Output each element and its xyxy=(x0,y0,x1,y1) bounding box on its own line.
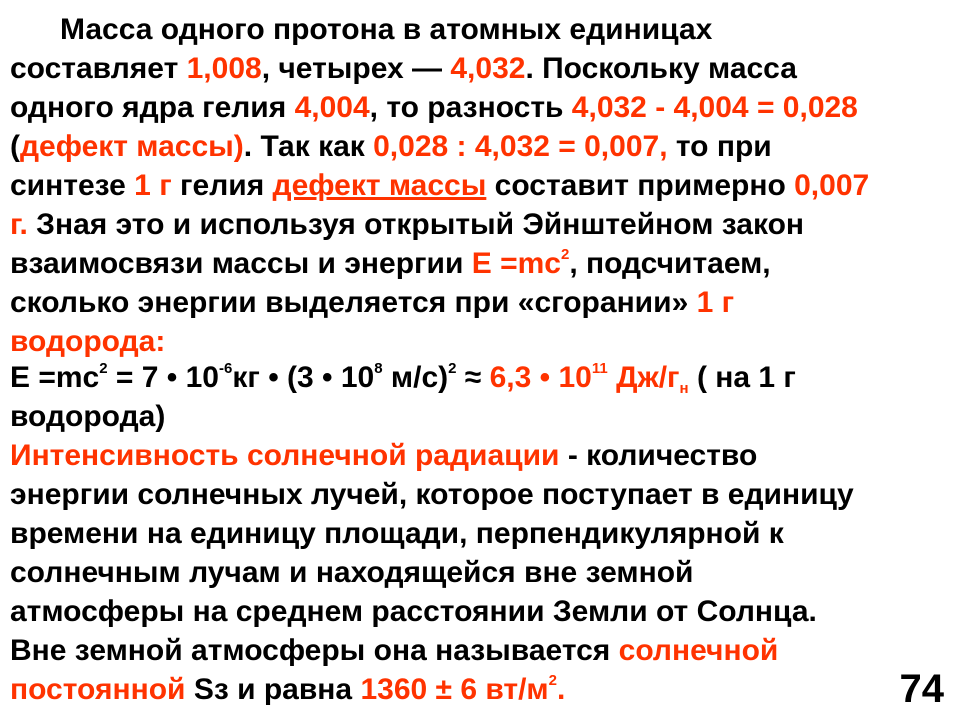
superscript: 2 xyxy=(560,246,570,263)
text: солнечным лучам и находящейся вне земной xyxy=(10,556,694,589)
text-line xyxy=(10,592,817,631)
text: взаимосвязи массы и энергии xyxy=(10,247,472,280)
value-defect-unit: г. xyxy=(10,208,37,241)
term-solar-constant: солнечной xyxy=(618,634,779,667)
value-proton-mass: 1,008 xyxy=(186,52,262,85)
text: синтезе xyxy=(10,169,135,202)
superscript: -6 xyxy=(219,360,233,377)
text: , четырех — xyxy=(261,52,451,85)
text: Вне земной атмосферы она называется xyxy=(10,634,619,667)
text: ( на 1 г xyxy=(688,361,796,394)
superscript: 8 xyxy=(374,360,383,377)
term-mass-defect-underlined: дефект массы xyxy=(272,169,487,202)
text: водорода: xyxy=(10,325,166,358)
subscript: н xyxy=(679,380,689,397)
text-line xyxy=(10,166,869,205)
text: - количество xyxy=(559,439,758,472)
superscript: 11 xyxy=(591,360,608,377)
text: Sз и равна xyxy=(185,673,361,706)
text: атмосферы на среднем расстоянии Земли от Солнца. xyxy=(10,595,817,628)
value-defect: 0,007 xyxy=(794,169,870,202)
text: . Поскольку масса xyxy=(525,52,797,85)
text: Масса одного протона в атомных единицах xyxy=(60,13,713,46)
text-line xyxy=(10,631,778,670)
formula-line xyxy=(10,358,796,397)
term-solar-radiation-intensity: Интенсивность солнечной радиации xyxy=(10,439,560,472)
value-four-protons-mass: 4,032 xyxy=(450,52,526,85)
text: Е =mc xyxy=(10,361,100,394)
text: времени на единицу площади, перпендикулярной к xyxy=(10,517,784,550)
text-line xyxy=(10,436,757,475)
text: = 7 • 10 xyxy=(107,361,219,394)
text: . Так как xyxy=(243,130,374,163)
text: ( xyxy=(10,130,20,163)
text: м/с) xyxy=(382,361,449,394)
approx-symbol: ≈ xyxy=(456,361,490,394)
term-mass-defect: дефект массы) xyxy=(20,130,244,163)
text-line xyxy=(10,127,772,166)
value-energy: 6,3 • 10 xyxy=(489,361,592,394)
text: водорода) xyxy=(10,400,166,433)
value-energy-unit: Дж/г xyxy=(607,361,680,394)
text: то при xyxy=(667,130,772,163)
text: сколько энергии выделяется при «сгорании» xyxy=(10,286,697,319)
text: составляет xyxy=(10,52,187,85)
superscript: 2 xyxy=(448,360,457,377)
value-solar-constant: 1360 ± 6 вт/м xyxy=(360,673,549,706)
text-line xyxy=(60,10,712,49)
value-ratio: 0,028 : 4,032 = 0,007, xyxy=(373,130,668,163)
text: , то разность xyxy=(369,91,572,124)
text-line xyxy=(10,322,165,361)
text-line xyxy=(10,514,784,553)
text: кг • (3 • 10 xyxy=(232,361,375,394)
text: составит примерно xyxy=(486,169,795,202)
formula-emc: Е =mc xyxy=(471,247,561,280)
text-line xyxy=(10,397,165,436)
superscript: 2 xyxy=(99,360,108,377)
text-line xyxy=(10,205,804,244)
text: энергии солнечных лучей, которое поступает в единицу xyxy=(10,478,854,511)
text-line xyxy=(10,553,693,592)
text: одного ядра гелия xyxy=(10,91,295,124)
value-difference: 4,032 - 4,004 = 0,028 xyxy=(571,91,858,124)
text-line xyxy=(10,670,565,709)
text-line xyxy=(10,88,858,127)
text-line xyxy=(10,49,797,88)
value-one-gram: 1 г xyxy=(696,286,735,319)
page-number: 74 xyxy=(899,667,944,711)
text-line xyxy=(10,244,771,283)
text: Зная это и используя открытый Эйнштейном закон xyxy=(36,208,805,241)
term-solar-constant: постоянной xyxy=(10,673,186,706)
text-line xyxy=(10,283,734,322)
superscript: 2 xyxy=(548,672,557,689)
text-line xyxy=(10,475,854,514)
value-helium-mass: 4,004 xyxy=(294,91,370,124)
text: , подсчитаем, xyxy=(569,247,771,280)
text: гелия xyxy=(171,169,273,202)
text: . xyxy=(556,673,566,706)
value-one-gram: 1 г xyxy=(134,169,172,202)
